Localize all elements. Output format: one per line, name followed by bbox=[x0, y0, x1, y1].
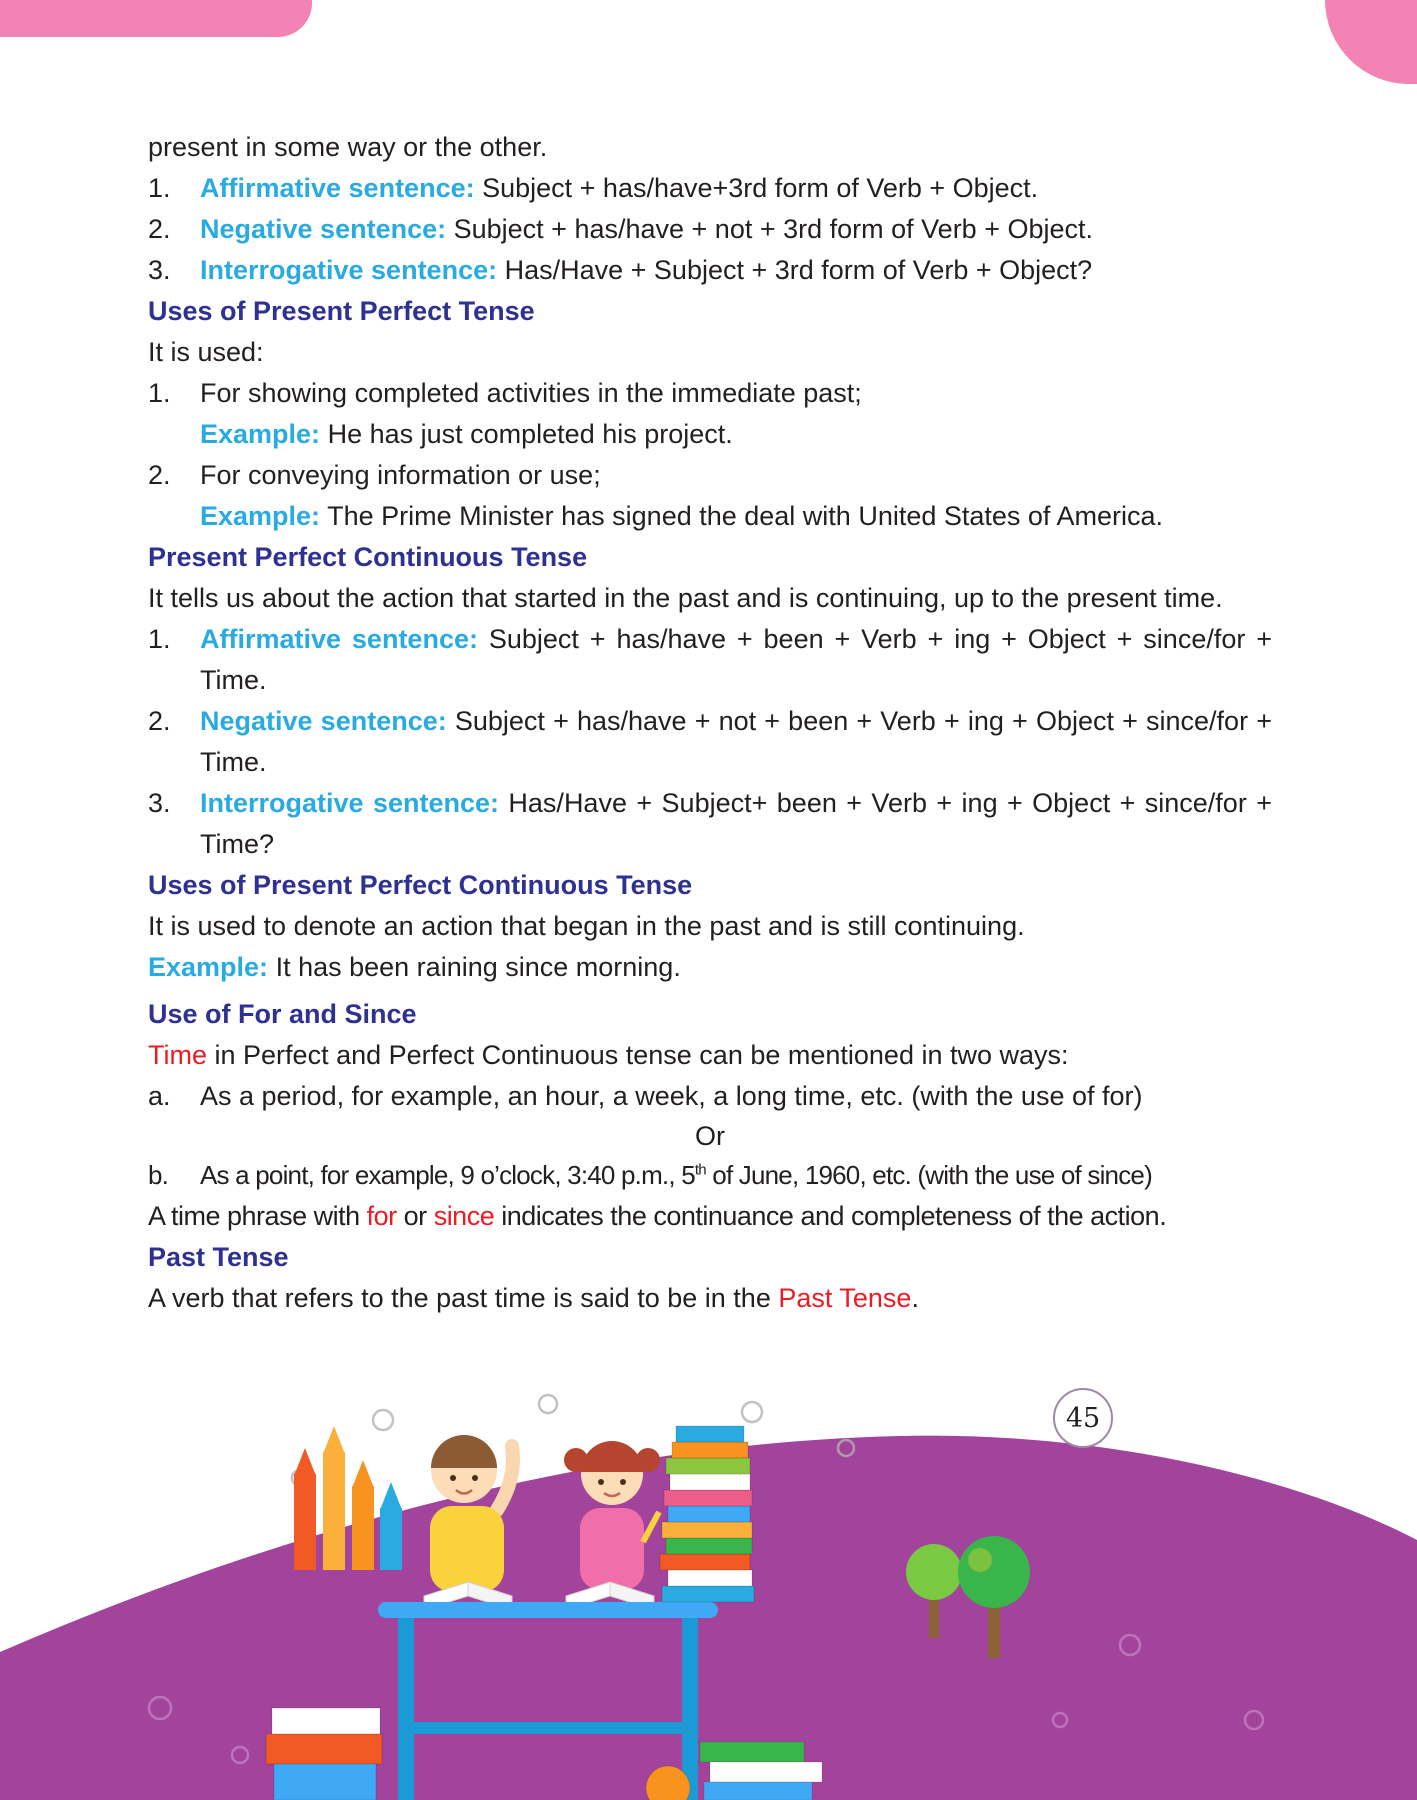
point-b-post: of June, 1960, etc. (with the use of since) bbox=[705, 1160, 1152, 1190]
item-number: 3. bbox=[148, 788, 171, 818]
note-pre: A time phrase with bbox=[148, 1201, 360, 1231]
point-b-pre: As a point, for example, 9 o’clock, 3:40 p.m., 5 bbox=[200, 1160, 695, 1190]
form-rule-item bbox=[148, 701, 1272, 783]
desk-top bbox=[378, 1602, 718, 1618]
or-separator: Or bbox=[695, 1121, 725, 1151]
time-rest: in Perfect and Perfect Continuous tense can be mentioned in two ways: bbox=[214, 1040, 1069, 1070]
uses-ppct-text: It is used to denote an action that began in the past and is still continuing. bbox=[148, 911, 1025, 941]
note-or: or bbox=[403, 1201, 427, 1231]
item-letter: b. bbox=[148, 1160, 169, 1190]
girl-shirt bbox=[580, 1508, 644, 1590]
since-word: since bbox=[433, 1201, 495, 1231]
past-def-pre: A verb that refers to the past time is said to be in the bbox=[148, 1283, 771, 1313]
ordinal-superscript: th bbox=[694, 1161, 706, 1179]
item-number: 2. bbox=[148, 214, 171, 244]
example-line bbox=[148, 414, 1272, 455]
item-number: 2. bbox=[148, 460, 171, 490]
section-heading-uses-ppct: Uses of Present Perfect Continuous Tense bbox=[148, 870, 693, 900]
books-left-icon bbox=[266, 1708, 382, 1800]
section-heading-past-tense: Past Tense bbox=[148, 1242, 289, 1272]
point-a bbox=[148, 1076, 1272, 1117]
time-ways-text bbox=[148, 1035, 1272, 1076]
for-word: for bbox=[366, 1201, 397, 1231]
item-number: 1. bbox=[148, 173, 171, 203]
item-number: 1. bbox=[148, 378, 171, 408]
example-label: Example: bbox=[200, 419, 321, 449]
for-since-note bbox=[148, 1196, 1272, 1237]
past-def-post: . bbox=[911, 1283, 919, 1313]
use-text: For conveying information or use; bbox=[200, 460, 601, 490]
form-rule-item bbox=[148, 168, 1272, 209]
example-label: Example: bbox=[200, 501, 321, 531]
section-heading-uses-present-perfect: Uses of Present Perfect Tense bbox=[148, 296, 535, 326]
ppct-intro-text: It tells us about the action that started in the past and is continuing, up to the present time. bbox=[148, 583, 1223, 613]
top-right-ribbon bbox=[1325, 0, 1417, 84]
point-a-text: As a period, for example, an hour, a week, a long time, etc. (with the use of for) bbox=[200, 1081, 1143, 1111]
example-text: The Prime Minister has signed the deal with United States of America. bbox=[327, 501, 1163, 531]
rule-text: Subject + has/have + not + been + Verb + ing + Object + since/for + Time. bbox=[200, 706, 1272, 777]
item-number: 3. bbox=[148, 255, 171, 285]
past-tense-definition bbox=[148, 1278, 1272, 1319]
past-tense-term: Past Tense bbox=[778, 1283, 912, 1313]
rule-text: Subject + has/have+3rd form of Verb + Object. bbox=[482, 173, 1039, 203]
rule-label: Negative sentence: bbox=[200, 706, 447, 736]
intro-text: present in some way or the other. bbox=[148, 132, 548, 162]
rule-label: Interrogative sentence: bbox=[200, 788, 499, 818]
example-text: He has just completed his project. bbox=[327, 419, 733, 449]
page-number: 45 bbox=[1065, 1402, 1101, 1434]
boy-shirt bbox=[430, 1506, 504, 1592]
desk-crossbar bbox=[398, 1722, 698, 1734]
item-number: 1. bbox=[148, 624, 171, 654]
use-item bbox=[148, 455, 1272, 496]
use-text: For showing completed activities in the immediate past; bbox=[200, 378, 862, 408]
page-content bbox=[148, 127, 1272, 1319]
note-post: indicates the continuance and completeness of the action. bbox=[501, 1201, 1167, 1231]
point-b bbox=[148, 1155, 1272, 1196]
girl-hair bbox=[581, 1441, 643, 1472]
rule-label: Affirmative sentence: bbox=[200, 173, 475, 203]
example-line bbox=[148, 947, 1272, 988]
example-label: Example: bbox=[148, 952, 269, 982]
example-line bbox=[148, 496, 1272, 537]
example-text: It has been raining since morning. bbox=[275, 952, 681, 982]
page-number-badge bbox=[1053, 1388, 1113, 1448]
form-rule-item bbox=[148, 783, 1272, 865]
form-rule-item bbox=[148, 619, 1272, 701]
it-is-used-text: It is used: bbox=[148, 337, 264, 367]
desk-leg bbox=[398, 1618, 414, 1800]
top-left-ribbon bbox=[0, 0, 312, 37]
form-rule-item bbox=[148, 209, 1272, 250]
rule-text: Subject + has/have + been + Verb + ing + Object + since/for + Time. bbox=[200, 624, 1272, 695]
rule-label: Affirmative sentence: bbox=[200, 624, 478, 654]
rule-text: Has/Have + Subject+ been + Verb + ing + Object + since/for + Time? bbox=[200, 788, 1272, 859]
section-heading-ppct: Present Perfect Continuous Tense bbox=[148, 542, 588, 572]
boy-hair bbox=[431, 1435, 497, 1468]
item-letter: a. bbox=[148, 1081, 171, 1111]
rule-text: Has/Have + Subject + 3rd form of Verb + Object? bbox=[504, 255, 1093, 285]
rule-text: Subject + has/have + not + 3rd form of Verb + Object. bbox=[453, 214, 1094, 244]
rule-label: Negative sentence: bbox=[200, 214, 447, 244]
rule-label: Interrogative sentence: bbox=[200, 255, 498, 285]
footer-illustration bbox=[0, 1390, 1417, 1800]
item-number: 2. bbox=[148, 706, 171, 736]
time-word: Time bbox=[148, 1040, 207, 1070]
book-stack-icon bbox=[660, 1426, 754, 1602]
use-item bbox=[148, 373, 1272, 414]
section-heading-for-since: Use of For and Since bbox=[148, 999, 417, 1029]
form-rule-item bbox=[148, 250, 1272, 291]
